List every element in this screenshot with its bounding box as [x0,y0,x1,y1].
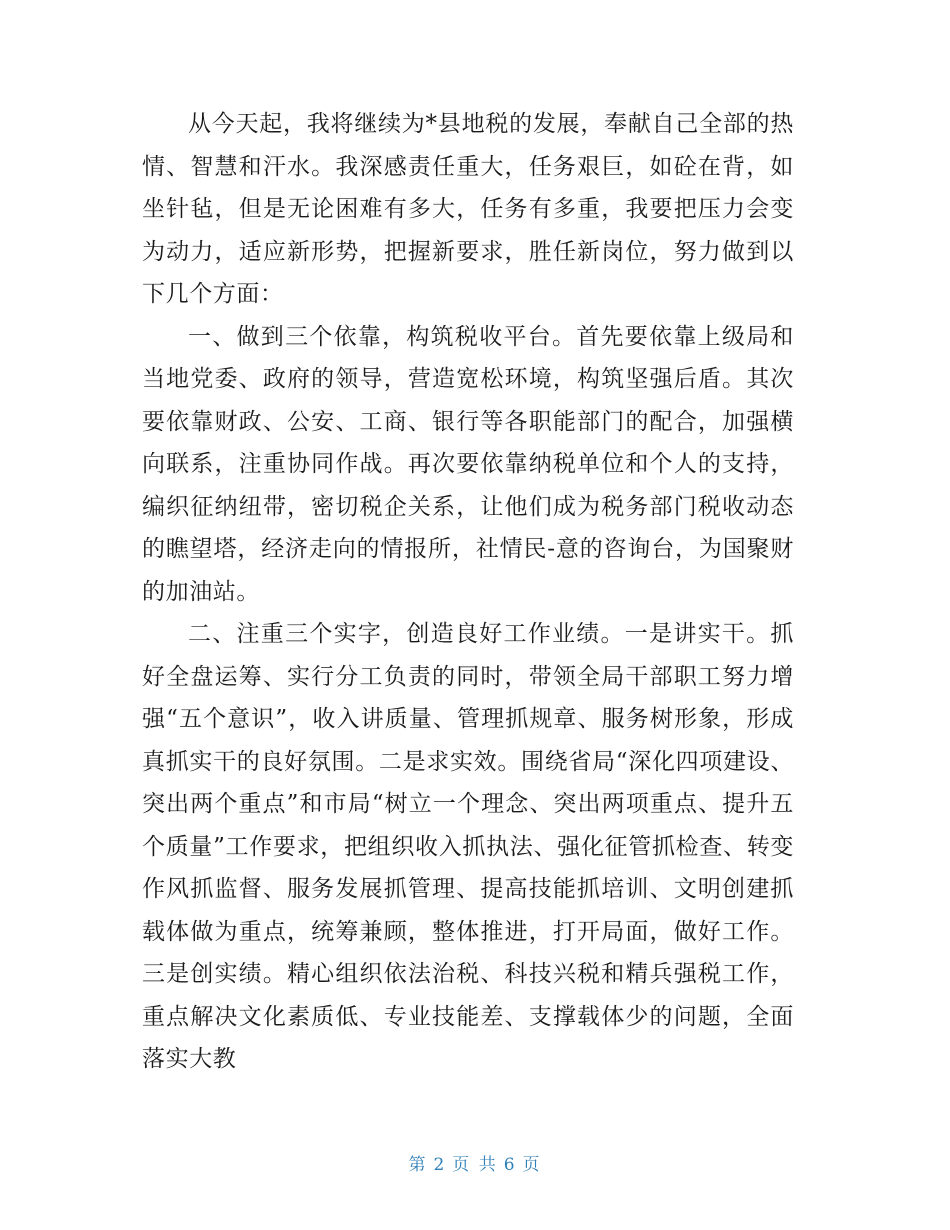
paragraph-intro: 从今天起，我将继续为*县地税的发展，奉献自己全部的热情、智慧和汗水。我深感责任重大，任务艰巨，如砼在背，如坐针毡，但是无论困难有多大，任务有多重，我要把压力会变为动力，适应新形势，把握新要求，胜任新岗位，努力做到以下几个方面： [142,111,794,307]
footer-total-pages: 6 [503,1155,517,1175]
footer-suffix: 页 [522,1155,542,1175]
footer-page-number: 2 [433,1155,447,1175]
footer-middle: 页 共 [452,1155,498,1175]
document-body [142,103,794,1081]
footer-prefix: 第 [408,1155,428,1175]
paragraph-section-one: 一、做到三个依靠，构筑税收平台。首先要依靠上级局和当地党委、政府的领导，营造宽松环境，构筑坚强后盾。其次要依靠财政、公安、工商、银行等各职能部门的配合，加强横向联系，注重协同作战。再次要依靠纳税单位和个人的支持，编织征纳纽带，密切税企关系，让他们成为税务部门税收动态的瞧望塔，经济走向的情报所，社情民-意的咨询台，为国聚财的加油站。 [142,323,794,605]
paragraph-section-two: 二、注重三个实字，创造良好工作业绩。一是讲实干。抓好全盘运筹、实行分工负责的同时，带领全局干部职工努力增强“五个意识”，收入讲质量、管理抓规章、服务树形象，形成真抓实干的良好氛围。二是求实效。围绕省局“深化四项建设、突出两个重点”和市局“树立一个理念、突出两项重点、提升五个质量”工作要求，把组织收入抓执法、强化征管抓检查、转变作风抓监督、服务发展抓管理、提高技能抓培训、文明创建抓载体做为重点，统筹兼顾，整体推进，打开局面，做好工作。三是创实绩。精心组织依法治税、科技兴税和精兵强税工作，重点解决文化素质低、专业技能差、支撑载体少的问题，全面落实大教 [142,621,794,1072]
page-number-footer [0,1150,950,1175]
